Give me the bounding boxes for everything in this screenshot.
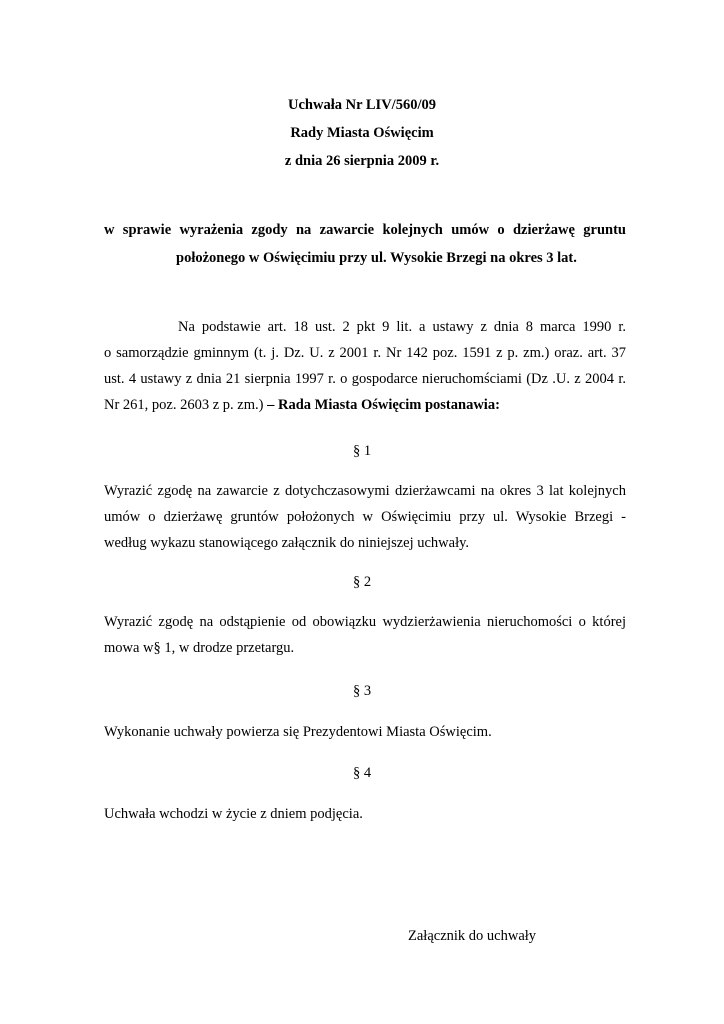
section-1-text	[104, 478, 626, 556]
section-1-mark: § 1	[352, 443, 372, 459]
section-3-text	[104, 719, 626, 745]
section-3-line-1: Wykonanie uchwały powierza się Prezydentowi Miasta Oświęcim.	[104, 724, 492, 740]
basis-line-4-regular: Nr 261, poz. 2603 z p. zm.)	[104, 397, 264, 413]
basis-line-2: o samorządzie gminnym (t. j. Dz. U. z 2001 r. Nr 142 poz. 1591 z p. zm.) oraz. art. 37	[104, 345, 626, 361]
legal-basis	[104, 314, 626, 418]
section-1-line-1: Wyrazić zgodę na zawarcie z dotychczasowymi dzierżawcami na okres 3 lat kolejnych	[104, 483, 626, 499]
resolution-date: z dnia 26 sierpnia 2009 r.	[284, 153, 440, 169]
section-4-line-1: Uchwała wchodzi w życie z dniem podjęcia.	[104, 806, 363, 822]
council-name: Rady Miasta Oświęcim	[290, 125, 434, 141]
subject-line-2: położonego w Oświęcimiu przy ul. Wysokie Brzegi na okres 3 lat.	[176, 250, 577, 266]
section-2-text	[104, 609, 626, 661]
subject-line-1: w sprawie wyrażenia zgody na zawarcie kolejnych umów o dzierżawę gruntu	[104, 222, 626, 238]
resolution-header	[0, 91, 724, 175]
section-3-mark: § 3	[352, 683, 372, 699]
basis-line-4	[104, 392, 626, 418]
section-4-mark: § 4	[352, 765, 372, 781]
section-4-text	[104, 801, 626, 827]
section-2-mark: § 2	[352, 574, 372, 590]
basis-line-4-bold: – Rada Miasta Oświęcim postanawia:	[263, 397, 500, 413]
section-1-line-2: umów o dzierżawę gruntów położonych w Oświęcimiu przy ul. Wysokie Brzegi -	[104, 509, 626, 525]
section-2-line-2: mowa w§ 1, w drodze przetargu.	[104, 640, 295, 656]
resolution-subject	[104, 216, 626, 272]
section-1-line-3: według wykazu stanowiącego załącznik do niniejszej uchwały.	[104, 535, 470, 551]
basis-line-3: ust. 4 ustawy z dnia 21 sierpnia 1997 r. o gospodarce nieruchomściami (Dz .U. z 2004 r.	[104, 371, 626, 387]
attachment-note: Załącznik do uchwały	[408, 928, 537, 944]
basis-line-1: Na podstawie art. 18 ust. 2 pkt 9 lit. a ustawy z dnia 8 marca 1990 r.	[178, 319, 626, 335]
resolution-number: Uchwała Nr LIV/560/09	[288, 97, 436, 113]
section-2-line-1: Wyrazić zgodę na odstąpienie od obowiązku wydzierżawienia nieruchomości o której	[104, 614, 626, 630]
